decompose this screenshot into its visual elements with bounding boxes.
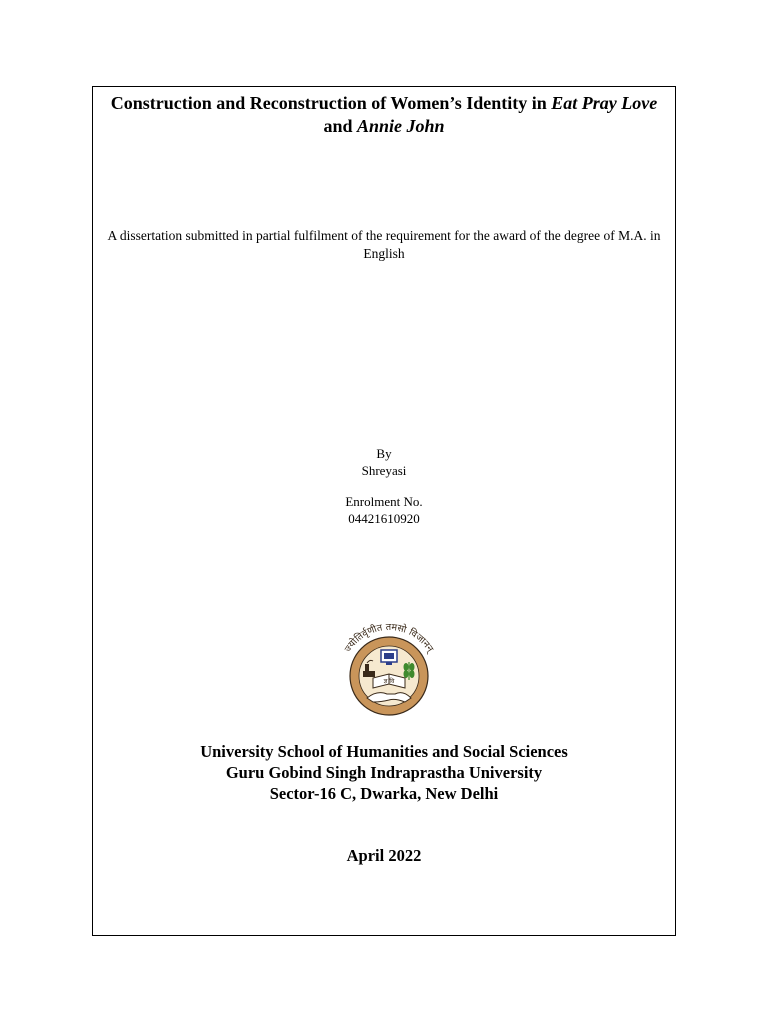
wheat-icon	[404, 662, 415, 680]
institution-block	[93, 741, 675, 804]
by-label: By	[376, 446, 392, 461]
title-text-2: and	[323, 116, 357, 136]
university-seal-logo	[329, 614, 449, 724]
page-border	[92, 86, 676, 936]
author-name: Shreyasi	[361, 463, 407, 478]
seal-center-text: ज्ञ वि	[383, 678, 395, 685]
enrolment-label: Enrolment No.	[345, 494, 423, 509]
enrolment-number: 04421610920	[348, 511, 420, 526]
university-address: Sector-16 C, Dwarka, New Delhi	[269, 784, 499, 803]
seal-motto: ज्योतिर्वृणीत तमसो विजानन्	[342, 621, 436, 655]
title-text-1: Construction and Reconstruction of Women’s Identity in	[110, 93, 552, 113]
school-name: University School of Humanities and Social Sciences	[200, 742, 568, 761]
dissertation-title	[93, 92, 675, 138]
title-italic-eat-pray-love: Eat Pray Love	[551, 93, 658, 113]
monitor-icon	[381, 650, 397, 665]
author-block	[93, 445, 675, 527]
university-name: Guru Gobind Singh Indraprastha University	[225, 763, 543, 782]
title-italic-annie-john: Annie John	[356, 116, 445, 136]
submission-date: April 2022	[346, 846, 422, 865]
dissertation-subtitle: A dissertation submitted in partial fulfilment of the requirement for the award of the degree of M.A. in English	[107, 228, 661, 261]
